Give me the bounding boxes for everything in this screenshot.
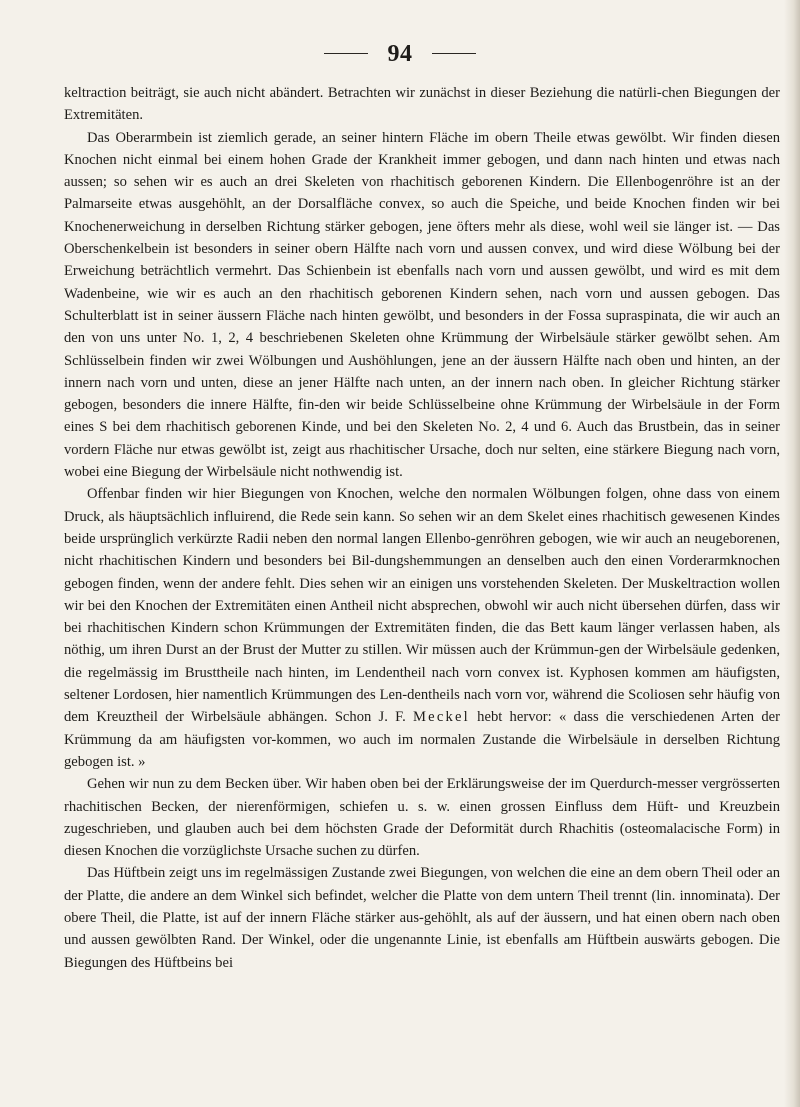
page-number: 94 bbox=[387, 41, 413, 67]
paragraph-4 bbox=[64, 773, 780, 862]
author-name-spaced: Meckel bbox=[412, 709, 470, 726]
paragraph-text: Offenbar finden wir hier Biegungen von Knochen, welche den normalen Wölbungen folgen, ohne dass von einem Druck, als häuptsächlich influirend, die Rede sein kann. So sehen wir an dem Skelet eines rhachitisch gewesenen Kindes beide ursprünglich verkürzte Radii neben den normal langen Ellenbo-genröhren gebogen, wie wir auch an neugeborenen, nicht rhachitischen Kindern und besonders bei Bil-dungshemmungen an denselben auch den einen Vorderarmknochen gebogen finden, wenn der andere fehlt. Dies sehen wir an einigen uns vorstehenden Skeleten. Der Muskeltraction wollen wir bei den Knochen der Extremitäten einen Antheil nicht absprechen, obwohl wir auch nicht übersehen dürfen, dass wir bei rhachitischen Kindern schon Krümmungen der Extremitäten finden, die das Bett kaum länger verlassen haben, als nöthig, um ihren Durst an der Brust der Mutter zu stillen. Wir müssen auch der Krümmun-gen der Wirbelsäule gedenken, die regelmässig im Brusttheile nach hinten, im Lendentheil nach vorn convex ist. Kyphosen kommen am häufigsten, seltener Lordosen, hier namentlich Krümmungen des Len-dentheils nach vorn vor, während die Scoliosen sehr häufig von dem Kreuztheil der Wirbelsäule abhängen. Schon J. F. bbox=[64, 486, 780, 726]
paragraph-text: keltraction beiträgt, sie auch nicht abändert. Betrachten wir zunächst in dieser Beziehung die natürli-chen Biegungen der Extremitäten. bbox=[64, 85, 780, 124]
paragraph-text: hebt hervor: « dass die verschiedenen Arten der Krümmung da am häufigsten vor-kommen, wo auch im normalen Zustande die Wirbelsäule in derselben Richtung gebogen ist. » bbox=[64, 709, 780, 770]
paragraph-3 bbox=[64, 483, 780, 773]
paragraph-text: Gehen wir nun zu dem Becken über. Wir haben oben bei der Erklärungsweise der im Querdurch-messer vergrösserten rhachitischen Becken, der nierenförmigen, schiefen u. s. w. einen grossen Einfluss dem Hüft- und Kreuzbein zugeschrieben, und glauben auch bei dem höchsten Grade der Deformität durch Rhachitis (osteomalacische Form) in diesen Knochen die vorzüglichste Ursache suchen zu dürfen. bbox=[64, 776, 780, 860]
paragraph-5 bbox=[64, 862, 780, 973]
paragraph-text: Das Oberarmbein ist ziemlich gerade, an seiner hintern Fläche im obern Theile etwas gewölbt. Wir finden diesen Knochen nicht einmal bei einem hohen Grade der Krankheit immer gebogen, und dann nach hinten und etwas nach aussen; so sehen wir es auch an drei Skeleten von rhachitisch geborenen Kindern. Die Ellenbogenröhre ist an der Palmarseite etwas ausgehöhlt, an der Dorsalfläche convex, so auch die Speiche, und beide Knochen finden wir bei Knochenerweichung in derselben Richtung stärker gebogen, jene öfters mehr als diese, wohl weil sie länger ist. — Das Oberschenkelbein ist besonders in seiner obern Hälfte nach vorn und aussen convex, und wird diese Wölbung bei der Erweichung beträchtlich vermehrt. Das Schienbein ist ebenfalls nach vorn und aussen gewölbt, und wird es mit dem Wadenbeine, wie wir es auch an den rhachitisch geborenen Kindern sehen, nach vorn und aussen gebogen. Das Schulterblatt ist in seiner äussern Fläche nach hinten gewölbt, und besonders in der Fossa supraspinata, die wir auch an den von uns unter No. 1, 2, 4 beschriebenen Skeleten ohne Krümmung der Wirbelsäule stärker gewölbt sehen. Am Schlüsselbein finden wir zwei Wölbungen und Aushöhlungen, jene an der äussern Hälfte nach oben und hinten, an der innern nach vorn und unten, diese an jener Hälfte nach unten, an der innern nach oben. In gleicher Richtung stärker gebogen, besonders die innere Hälfte, fin-den wir beide Schlüsselbeine ohne Krümmung der Wirbelsäule in der Form eines S bei dem rhachitisch geborenen Kinde, und bei den Skeleten No. 2, 4 und 6. Auch das Brustbein, das in seiner vordern Fläche nur etwas gewölbt ist, zeigt aus rhachitischer Ursache, doch nur selten, eine stärkere Biegung nach vorn, wobei eine Biegung der Wirbelsäule nicht nothwendig ist. bbox=[64, 129, 780, 481]
paragraph-text: Das Hüftbein zeigt uns im regelmässigen Zustande zwei Biegungen, von welchen die eine an dem obern Theil oder an der Platte, die andere an dem Winkel sich befindet, welcher die Platte von dem untern Theil trennt (lin. innominata). Der obere Theil, die Platte, ist auf der innern Fläche stärker aus-gehöhlt, als auf der äussern, und hat einen obern nach oben und aussen gewölbten Rand. Der Winkel, oder die ungenannte Linie, ist ebenfalls am Hüftbein auswärts gebogen. Die Biegungen des Hüftbeins bei bbox=[64, 865, 780, 971]
paragraph-1 bbox=[64, 82, 780, 127]
paragraph-2 bbox=[64, 127, 780, 484]
header-rule-left bbox=[324, 53, 368, 54]
page-header bbox=[0, 34, 800, 74]
header-rule-right bbox=[432, 53, 476, 54]
page-edge-shadow bbox=[784, 0, 800, 1107]
body-text bbox=[64, 82, 780, 974]
